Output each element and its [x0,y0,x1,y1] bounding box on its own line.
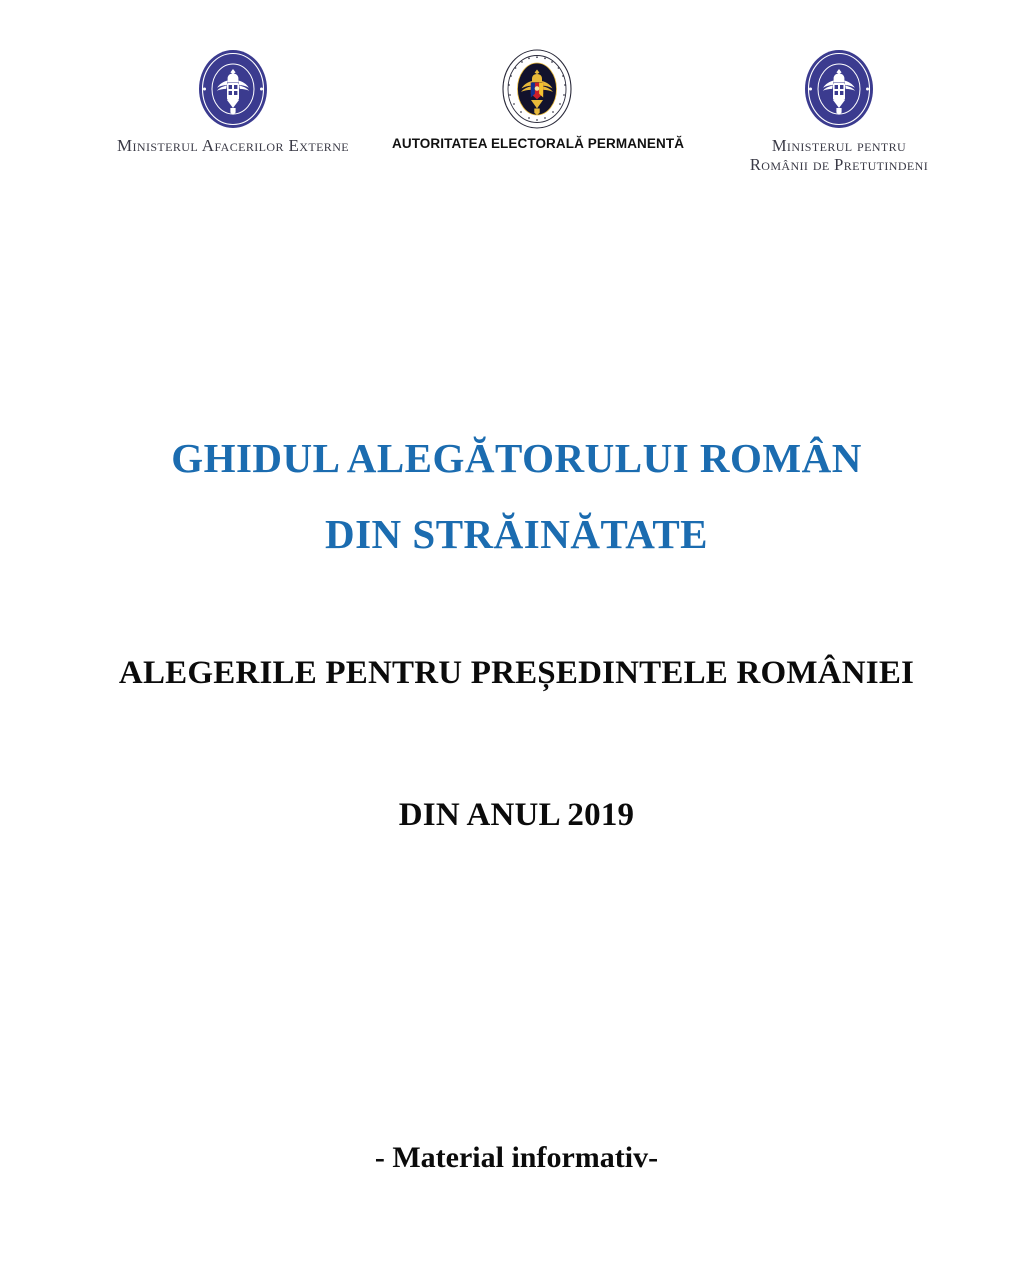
logo-ministerul-pentru-romanii-de-pretutindeni [694,48,984,175]
logo-ministerul-afacerilor-externe [88,48,378,155]
header-logo-band [0,48,1033,178]
page-title-line-1: GHIDUL ALEGĂTORULUI ROMÂN [171,435,862,481]
seal-wrap [88,48,378,130]
page-title-line-2: DIN STRĂINĂTATE [324,511,709,557]
logo-caption [88,136,378,155]
footer-note: - Material informativ- [374,1141,659,1174]
logo-caption [694,136,984,175]
seal-wrap [392,48,682,130]
autoritatea-electorala-permanenta-seal-icon [501,48,573,130]
guvernul-romaniei-seal-icon [197,48,269,130]
logo-caption [392,136,685,151]
guvernul-romaniei-seal-icon [803,48,875,130]
logo-autoritatea-electorala-permanenta [392,48,685,151]
logo-caption-line: Românii de Pretutindeni [749,155,929,175]
logo-caption-line: AUTORITATEA ELECTORALĂ PERMANENTĂ [392,136,685,151]
seal-wrap [694,48,984,130]
subtitle-year: DIN ANUL 2019 [398,797,635,833]
logo-caption-line: Ministerul pentru [771,136,907,155]
logo-caption-line: Ministerul Afacerilor Externe [116,136,350,155]
subtitle-elections: ALEGERILE PENTRU PREȘEDINTELE ROMÂNIEI [118,655,915,691]
